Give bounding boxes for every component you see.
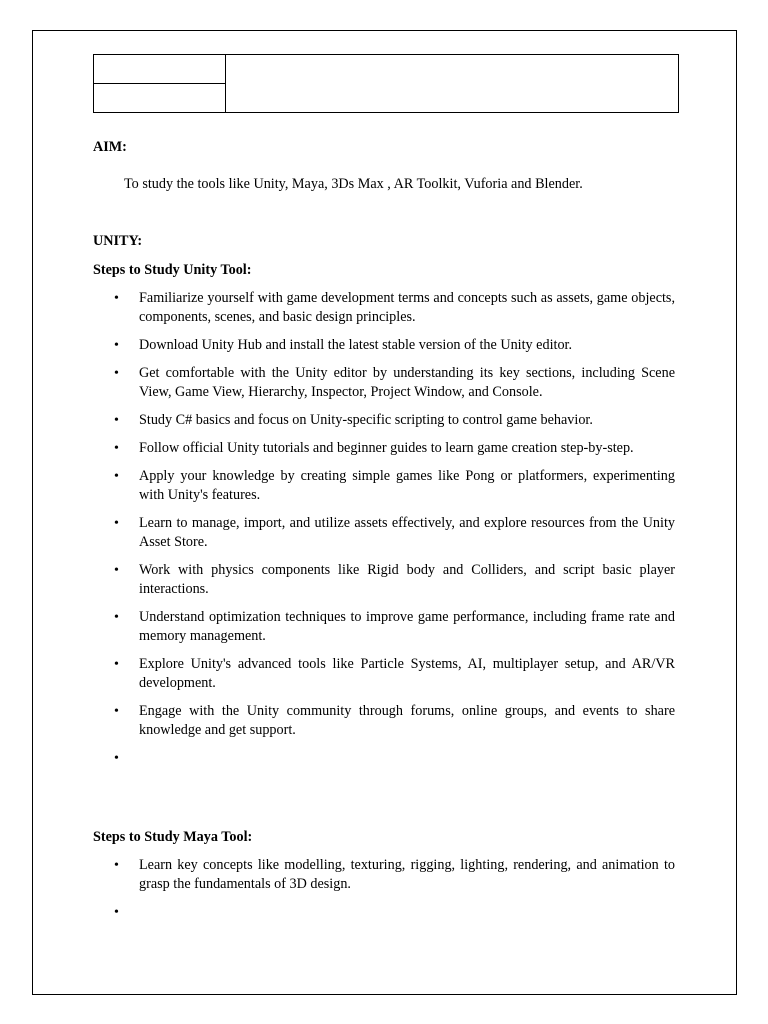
list-item-text: Understand optimization techniques to improve game performance, including frame rate and memory management. [139,609,675,644]
list-item [93,411,675,430]
bullet-icon: • [114,291,119,306]
bullet-icon: • [114,563,119,578]
list-item [93,514,675,552]
list-item-text: Familiarize yourself with game development terms and concepts such as assets, game objects, components, scenes, and basic design principles. [139,290,675,325]
bullet-icon: • [114,516,119,531]
bullet-icon: • [114,610,119,625]
list-item-text: Download Unity Hub and install the latest stable version of the Unity editor. [139,337,573,353]
unity-steps-heading: Steps to Study Unity Tool: [93,262,252,278]
bullet-icon: • [114,858,119,873]
list-item-empty [93,903,675,922]
list-item [93,336,675,355]
bullet-icon: • [114,441,119,456]
bullet-icon: • [114,657,119,672]
list-item-text: Engage with the Unity community through forums, online groups, and events to share knowledge and get support. [139,703,675,738]
list-item [93,856,675,894]
list-item-text: Learn key concepts like modelling, texturing, rigging, lighting, rendering, and animation to grasp the fundamentals of 3D design. [139,857,675,892]
aim-heading: AIM: [93,139,127,155]
maya-steps-heading: Steps to Study Maya Tool: [93,829,253,845]
header-cell-bottom-left [94,84,226,113]
list-item [93,561,675,599]
list-item [93,289,675,327]
list-item-text: Explore Unity's advanced tools like Particle Systems, AI, multiplayer setup, and AR/VR development. [139,656,675,691]
document-body [93,138,675,931]
bullet-icon: • [114,704,119,719]
list-item-text: Apply your knowledge by creating simple games like Pong or platformers, experimenting with Unity's features. [139,468,675,503]
list-item [93,655,675,693]
bullet-icon: • [114,413,119,428]
list-item [93,467,675,505]
list-item-text: Learn to manage, import, and utilize assets effectively, and explore resources from the Unity Asset Store. [139,515,675,550]
list-item [93,364,675,402]
list-item-text: Get comfortable with the Unity editor by understanding its key sections, including Scene View, Game View, Hierarchy, Inspector, Project Window, and Console. [139,365,675,400]
list-item-empty [93,749,675,768]
maya-steps-list [93,856,675,922]
header-cell-top-left [94,55,226,84]
bullet-icon: • [114,751,119,766]
header-cell-title [226,55,679,113]
bullet-icon: • [114,338,119,353]
bullet-icon: • [114,469,119,484]
list-item [93,702,675,740]
bullet-icon: • [114,366,119,381]
unity-steps-list [93,289,675,768]
list-item-text: Follow official Unity tutorials and beginner guides to learn game creation step-by-step. [139,440,634,456]
bullet-icon: • [114,905,119,920]
list-item-text: Study C# basics and focus on Unity-specific scripting to control game behavior. [139,412,593,428]
aim-text: To study the tools like Unity, Maya, 3Ds Max , AR Toolkit, Vuforia and Blender. [124,176,583,192]
unity-heading: UNITY: [93,233,143,249]
list-item-text: Work with physics components like Rigid body and Colliders, and script basic player interactions. [139,562,675,597]
list-item [93,439,675,458]
list-item [93,608,675,646]
header-table [93,54,679,113]
